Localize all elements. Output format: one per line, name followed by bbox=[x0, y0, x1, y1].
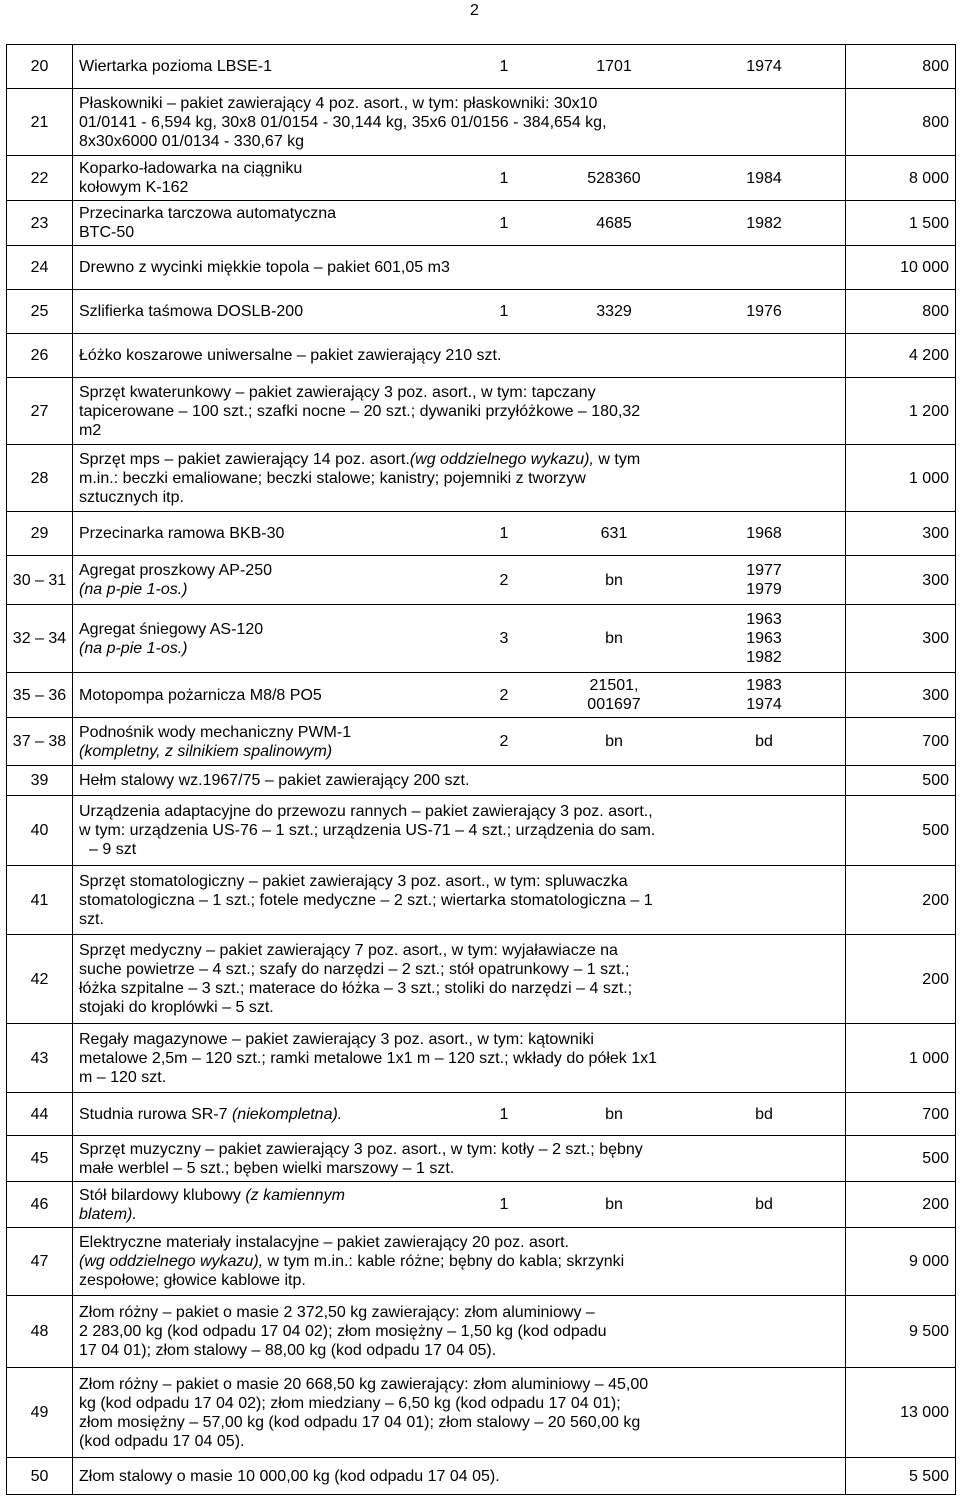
description-line: Płaskowniki – pakiet zawierający 4 poz. asort., w tym: płaskowniki: 30x10 bbox=[79, 94, 598, 112]
description-line: 2 283,00 kg (kod odpadu 17 04 02); złom mosiężny – 1,50 kg (kod odpadu bbox=[79, 1323, 607, 1340]
table-row bbox=[7, 1458, 956, 1495]
description-line: Sprzęt mps – pakiet zawierający 14 poz. asort. bbox=[79, 450, 410, 468]
item-name bbox=[79, 723, 469, 761]
item-value: 800 bbox=[846, 89, 956, 156]
description-line: Złom różny – pakiet o masie 20 668,50 kg zawierający: złom aluminiowy – 45,00 bbox=[79, 1375, 649, 1393]
row-number: 23 bbox=[7, 201, 73, 246]
item-year: bd bbox=[755, 1196, 773, 1213]
item-description bbox=[73, 796, 846, 866]
description-line: Urządzenia adaptacyjne do przewozu rannych – pakiet zawierający 3 poz. asort., bbox=[79, 803, 653, 820]
item-description bbox=[73, 1228, 846, 1296]
item-value: 9 000 bbox=[846, 1228, 956, 1296]
name-line: Agregat śniegowy AS-120 bbox=[79, 620, 264, 638]
item-serial: bn bbox=[605, 1196, 623, 1213]
item-cell bbox=[73, 556, 846, 605]
description-line: Sprzęt stomatologiczny – pakiet zawierający 3 poz. asort., w tym: spluwaczka bbox=[79, 872, 628, 890]
table-row bbox=[7, 796, 956, 866]
year-line: 1963 bbox=[746, 630, 782, 647]
row-number: 26 bbox=[7, 334, 73, 378]
item-value: 1 200 bbox=[846, 378, 956, 445]
item-name: Wiertarka pozioma LBSE-1 bbox=[79, 58, 272, 75]
row-number: 40 bbox=[7, 796, 73, 866]
item-name: Złom stalowy o masie 10 000,00 kg (kod odpadu 17 04 05). bbox=[73, 1458, 846, 1495]
table-row bbox=[7, 718, 956, 766]
item-cell bbox=[73, 156, 846, 201]
item-year: 1974 bbox=[746, 58, 782, 75]
item-qty: 1 bbox=[499, 1196, 509, 1213]
name-line: BTC-50 bbox=[79, 224, 135, 241]
item-value: 700 bbox=[846, 718, 956, 766]
item-value: 500 bbox=[846, 796, 956, 866]
item-value: 300 bbox=[846, 512, 956, 556]
item-year: 1982 bbox=[746, 214, 782, 232]
item-cell bbox=[73, 512, 846, 556]
item-qty: 2 bbox=[499, 686, 509, 704]
row-number: 22 bbox=[7, 156, 73, 201]
item-description bbox=[73, 866, 846, 935]
item-qty: 1 bbox=[499, 303, 509, 320]
table-row bbox=[7, 246, 956, 290]
item-value: 800 bbox=[846, 290, 956, 334]
year-line: 1982 bbox=[746, 649, 782, 666]
description-line: zespołowe; głowice kablowe itp. bbox=[79, 1272, 306, 1289]
item-name bbox=[79, 1186, 469, 1224]
row-number: 49 bbox=[7, 1368, 73, 1458]
description-line: tapicerowane – 100 szt.; szafki nocne – 20 szt.; dywaniki przyłóżkowe – 180,32 bbox=[79, 402, 641, 420]
row-number: 48 bbox=[7, 1296, 73, 1368]
row-number: 47 bbox=[7, 1228, 73, 1296]
item-value: 200 bbox=[846, 1182, 956, 1228]
name-note: (niekompletna). bbox=[231, 1105, 343, 1123]
item-value: 4 200 bbox=[846, 334, 956, 378]
name-text: Stół bilardowy klubowy bbox=[79, 1186, 241, 1204]
description-italic: (wg oddzielnego wykazu), bbox=[409, 450, 594, 468]
item-description bbox=[73, 1296, 846, 1368]
row-number: 30 – 31 bbox=[7, 556, 73, 605]
description-line: w tym: urządzenia US-76 – 1 szt.; urządzenia US-71 – 4 szt.; urządzenia do sam. bbox=[79, 822, 656, 839]
item-year: 1976 bbox=[746, 303, 782, 320]
item-value: 300 bbox=[846, 556, 956, 605]
description-line: Sprzęt kwaterunkowy – pakiet zawierający 3 poz. asort., w tym: tapczany bbox=[79, 383, 596, 401]
item-value: 5 500 bbox=[846, 1458, 956, 1495]
item-serial bbox=[539, 676, 689, 714]
description-line: Sprzęt muzyczny – pakiet zawierający 3 poz. asort., w tym: kotły – 2 szt.; bębny bbox=[79, 1140, 643, 1158]
table-row bbox=[7, 1024, 956, 1093]
description-italic: (wg oddzielnego wykazu), bbox=[79, 1253, 264, 1270]
row-number: 43 bbox=[7, 1024, 73, 1093]
item-year: bd bbox=[755, 1105, 773, 1123]
row-number: 27 bbox=[7, 378, 73, 445]
item-serial: bn bbox=[605, 571, 623, 589]
item-value: 1 000 bbox=[846, 1024, 956, 1093]
item-cell bbox=[73, 45, 846, 89]
description-line: łóżka szpitalne – 3 szt.; materace do łóżka – 3 szt.; stoliki do narzędzi – 4 szt.; bbox=[79, 980, 633, 997]
description-after: w tym bbox=[593, 450, 641, 468]
row-number: 35 – 36 bbox=[7, 673, 73, 718]
item-cell bbox=[73, 290, 846, 334]
item-description bbox=[73, 445, 846, 512]
item-value: 500 bbox=[846, 766, 956, 796]
item-value: 500 bbox=[846, 1136, 956, 1182]
name-note: (kompletny, z silnikiem spalinowym) bbox=[79, 742, 333, 760]
item-serial: bn bbox=[605, 1105, 623, 1123]
item-name: Motopompa pożarnicza M8/8 PO5 bbox=[79, 686, 322, 704]
description-line: szt. bbox=[79, 910, 104, 928]
item-cell bbox=[73, 718, 846, 766]
item-description bbox=[73, 1136, 846, 1182]
item-year: 1984 bbox=[746, 169, 782, 187]
row-number: 46 bbox=[7, 1182, 73, 1228]
serial-line: 001697 bbox=[587, 696, 641, 713]
year-line: 1974 bbox=[746, 696, 782, 713]
item-value: 1 000 bbox=[846, 445, 956, 512]
description-line: złom mosiężny – 57,00 kg (kod odpadu 17 04 01); złom stalowy – 20 560,00 kg bbox=[79, 1413, 641, 1431]
auction-items-table bbox=[6, 44, 956, 1495]
table-row bbox=[7, 1296, 956, 1368]
item-value: 9 500 bbox=[846, 1296, 956, 1368]
item-cell bbox=[73, 605, 846, 673]
item-serial: 3329 bbox=[596, 303, 632, 320]
row-number: 29 bbox=[7, 512, 73, 556]
item-name bbox=[79, 1105, 469, 1124]
name-note: (z kamiennym bbox=[245, 1186, 345, 1204]
item-value: 200 bbox=[846, 866, 956, 935]
table-row bbox=[7, 556, 956, 605]
description-line: – 9 szt bbox=[89, 841, 137, 858]
table-row bbox=[7, 512, 956, 556]
table-row bbox=[7, 1182, 956, 1228]
item-year: 1968 bbox=[746, 525, 782, 542]
row-number: 50 bbox=[7, 1458, 73, 1495]
item-name bbox=[79, 620, 469, 658]
table-row bbox=[7, 1136, 956, 1182]
description-line: m – 120 szt. bbox=[79, 1068, 167, 1086]
item-qty: 1 bbox=[499, 214, 509, 232]
item-serial: 631 bbox=[600, 525, 628, 542]
item-serial: bn bbox=[605, 733, 623, 750]
table-row bbox=[7, 766, 956, 796]
item-year: bd bbox=[755, 733, 773, 750]
name-line: kołowym K-162 bbox=[79, 179, 189, 196]
description-line: m2 bbox=[79, 421, 102, 439]
name-note: (na p-pie 1-os.) bbox=[79, 639, 188, 657]
row-number: 32 – 34 bbox=[7, 605, 73, 673]
item-serial: 528360 bbox=[587, 169, 641, 187]
row-number: 44 bbox=[7, 1093, 73, 1136]
row-number: 28 bbox=[7, 445, 73, 512]
item-cell bbox=[73, 1093, 846, 1136]
year-line: 1977 bbox=[746, 562, 782, 579]
description-line: metalowe 2,5m – 120 szt.; ramki metalowe 1x1 m – 120 szt.; wkłady do półek 1x1 bbox=[79, 1049, 658, 1067]
table-row bbox=[7, 378, 956, 445]
item-value: 13 000 bbox=[846, 1368, 956, 1458]
description-line: (kod odpadu 17 04 05). bbox=[79, 1432, 245, 1450]
item-description bbox=[73, 1024, 846, 1093]
row-number: 45 bbox=[7, 1136, 73, 1182]
description-line: suche powietrze – 4 szt.; szafy do narzędzi – 2 szt.; stół opatrunkowy – 1 szt.; bbox=[79, 961, 630, 978]
table-row bbox=[7, 1093, 956, 1136]
row-number: 37 – 38 bbox=[7, 718, 73, 766]
item-qty: 2 bbox=[499, 733, 509, 750]
item-name bbox=[79, 561, 469, 599]
item-qty: 1 bbox=[499, 169, 509, 187]
table-row bbox=[7, 1228, 956, 1296]
year-line: 1983 bbox=[746, 677, 782, 694]
item-serial: bn bbox=[605, 630, 623, 647]
name-text: Studnia rurowa SR-7 bbox=[79, 1105, 228, 1123]
item-value: 1 500 bbox=[846, 201, 956, 246]
description-line: Elektryczne materiały instalacyjne – pakiet zawierający 20 poz. asort. bbox=[79, 1234, 569, 1251]
description-line: m.in.: beczki emaliowane; beczki stalowe; kanistry; pojemniki z tworzyw bbox=[79, 469, 586, 487]
page-number: 2 bbox=[470, 2, 479, 19]
serial-line: 21501, bbox=[589, 677, 639, 694]
description-line: 01/0141 - 6,594 kg, 30x8 01/0154 - 30,144 kg, 35x6 01/0156 - 384,654 kg, bbox=[79, 113, 607, 131]
row-number: 41 bbox=[7, 866, 73, 935]
item-name: Szlifierka taśmowa DOSLB-200 bbox=[79, 303, 304, 320]
table-row bbox=[7, 201, 956, 246]
item-value: 300 bbox=[846, 673, 956, 718]
description-line: 8x30x6000 01/0134 - 330,67 kg bbox=[79, 132, 305, 150]
item-value: 10 000 bbox=[846, 246, 956, 290]
item-value: 200 bbox=[846, 935, 956, 1024]
table-row bbox=[7, 935, 956, 1024]
table-row bbox=[7, 334, 956, 378]
item-description bbox=[73, 935, 846, 1024]
description-line: małe werblel – 5 szt.; bęben wielki marszowy – 1 szt. bbox=[79, 1159, 455, 1177]
item-serial: 1701 bbox=[596, 58, 632, 75]
table-row bbox=[7, 673, 956, 718]
row-number: 21 bbox=[7, 89, 73, 156]
row-number: 20 bbox=[7, 45, 73, 89]
item-value: 800 bbox=[846, 45, 956, 89]
item-qty: 2 bbox=[499, 571, 509, 589]
year-line: 1963 bbox=[746, 611, 782, 628]
description-line: Złom różny – pakiet o masie 2 372,50 kg zawierający: złom aluminiowy – bbox=[79, 1304, 595, 1321]
item-description bbox=[73, 89, 846, 156]
item-year bbox=[689, 676, 839, 714]
table-row bbox=[7, 445, 956, 512]
description-line: 17 04 01); złom stalowy – 88,00 kg (kod odpadu 17 04 05). bbox=[79, 1342, 497, 1359]
item-qty: 1 bbox=[499, 58, 509, 75]
name-note: blatem). bbox=[79, 1205, 137, 1223]
name-line: Przecinarka tarczowa automatyczna bbox=[79, 205, 336, 222]
description-line: sztucznych itp. bbox=[79, 488, 184, 506]
row-number: 24 bbox=[7, 246, 73, 290]
description-line: Regały magazynowe – pakiet zawierający 3 poz. asort., w tym: kątowniki bbox=[79, 1030, 594, 1048]
item-name: Hełm stalowy wz.1967/75 – pakiet zawierający 200 szt. bbox=[73, 766, 846, 796]
year-line: 1979 bbox=[746, 581, 782, 598]
item-value: 300 bbox=[846, 605, 956, 673]
description-line: kable różne; bębny do kabla; skrzynki bbox=[357, 1253, 625, 1270]
table-row bbox=[7, 866, 956, 935]
table-row bbox=[7, 89, 956, 156]
description-line: stomatologiczna – 1 szt.; fotele medyczne – 2 szt.; wiertarka stomatologiczna – 1 bbox=[79, 891, 653, 909]
name-line: Koparko-ładowarka na ciągniku bbox=[79, 160, 303, 177]
table-row bbox=[7, 156, 956, 201]
item-cell bbox=[73, 673, 846, 718]
row-number: 25 bbox=[7, 290, 73, 334]
table-row bbox=[7, 45, 956, 89]
item-name bbox=[79, 204, 469, 242]
item-description bbox=[73, 378, 846, 445]
name-line: Agregat proszkowy AP-250 bbox=[79, 562, 272, 579]
item-description bbox=[73, 1368, 846, 1458]
item-value: 8 000 bbox=[846, 156, 956, 201]
row-number: 42 bbox=[7, 935, 73, 1024]
description-after: w tym m.in.: bbox=[263, 1253, 358, 1270]
item-cell bbox=[73, 1182, 846, 1228]
item-qty: 3 bbox=[499, 630, 509, 647]
description-line: stojaki do kroplówki – 5 szt. bbox=[79, 999, 274, 1016]
item-serial: 4685 bbox=[596, 214, 632, 232]
name-note: (na p-pie 1-os.) bbox=[79, 581, 188, 598]
table-row bbox=[7, 1368, 956, 1458]
item-value: 700 bbox=[846, 1093, 956, 1136]
description-line: Sprzęt medyczny – pakiet zawierający 7 poz. asort., w tym: wyjaławiacze na bbox=[79, 942, 618, 959]
item-name: Przecinarka ramowa BKB-30 bbox=[79, 525, 285, 542]
item-name bbox=[79, 159, 469, 197]
item-year bbox=[689, 610, 839, 667]
item-cell bbox=[73, 201, 846, 246]
item-name: Łóżko koszarowe uniwersalne – pakiet zawierający 210 szt. bbox=[73, 334, 846, 378]
table-row bbox=[7, 290, 956, 334]
item-year bbox=[689, 561, 839, 599]
description-line: kg (kod odpadu 17 04 02); złom miedziany – 6,50 kg (kod odpadu 17 04 01); bbox=[79, 1394, 621, 1412]
item-name: Drewno z wycinki miękkie topola – pakiet 601,05 m3 bbox=[73, 246, 846, 290]
item-qty: 1 bbox=[499, 525, 509, 542]
table-row bbox=[7, 605, 956, 673]
name-line: Podnośnik wody mechaniczny PWM-1 bbox=[79, 723, 352, 741]
row-number: 39 bbox=[7, 766, 73, 796]
item-qty: 1 bbox=[499, 1105, 509, 1123]
